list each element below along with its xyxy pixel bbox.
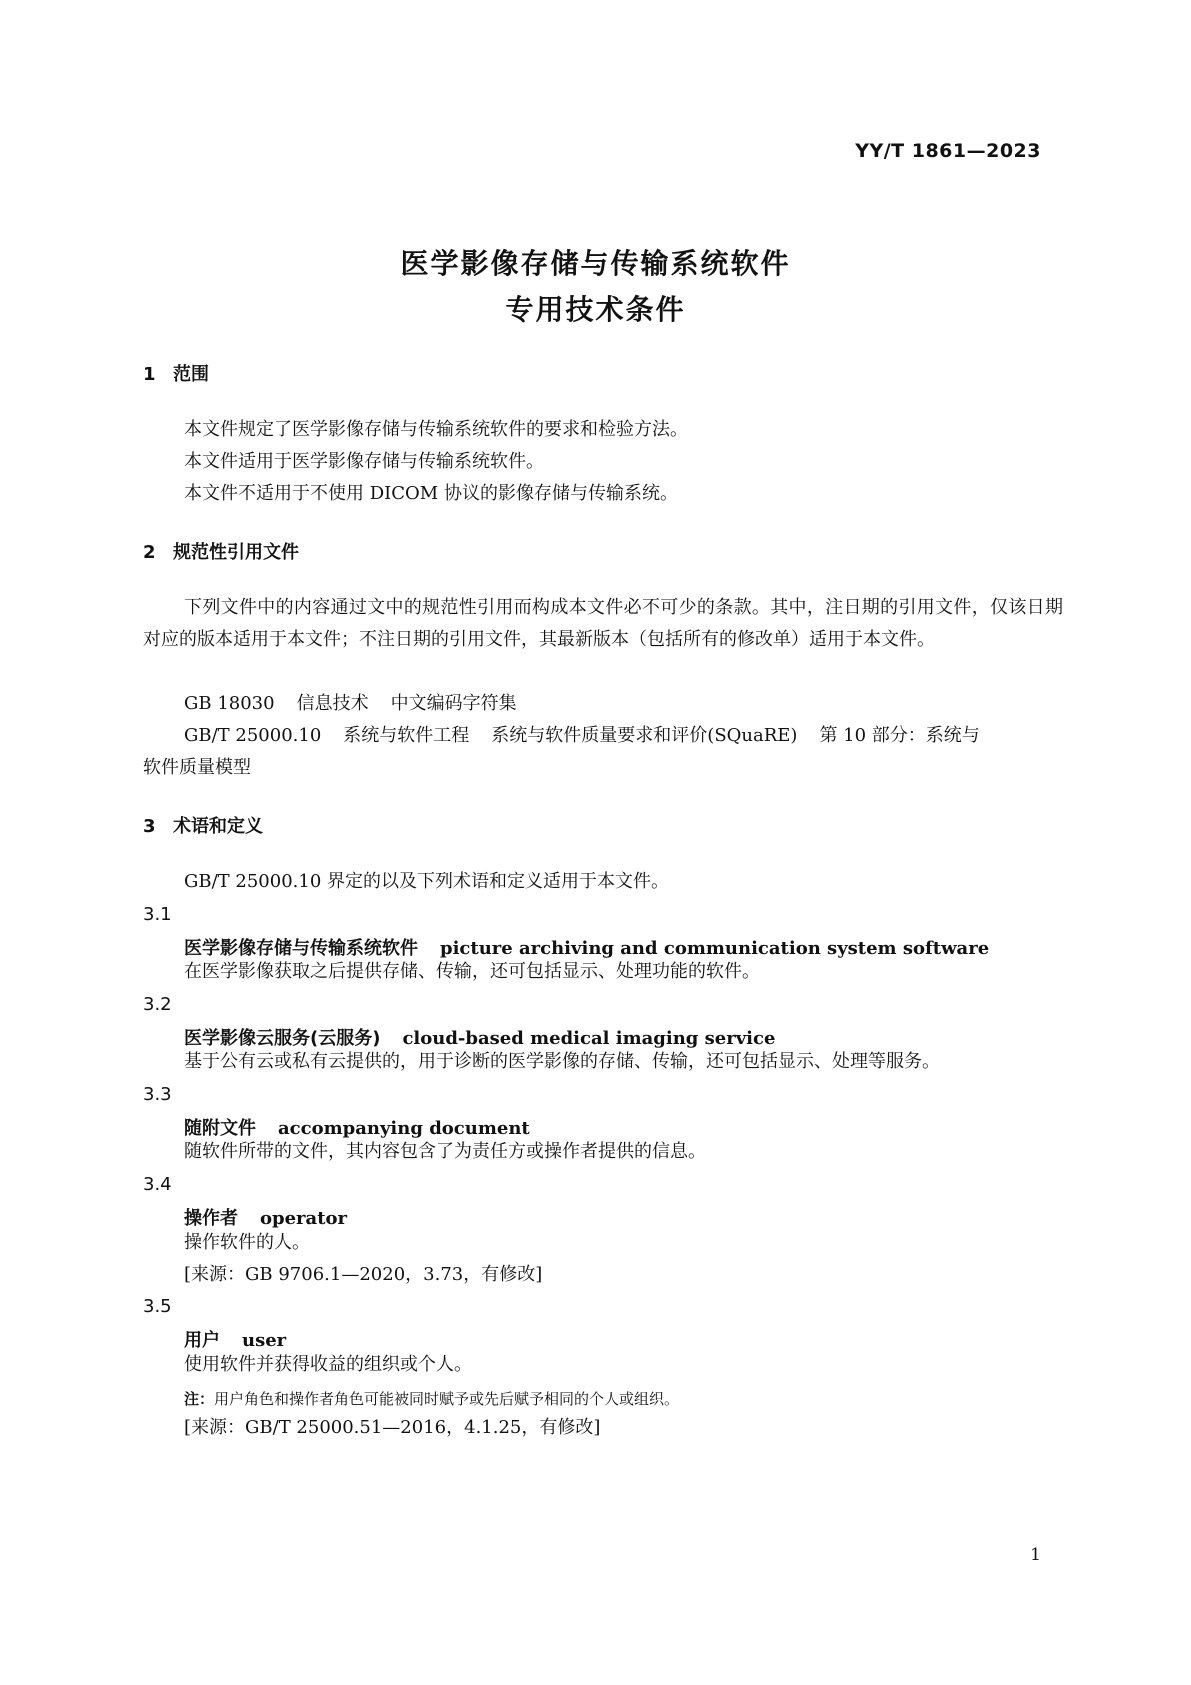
reference-item-1 xyxy=(184,688,517,720)
reference-code: GB/T 25000.10 xyxy=(184,725,322,746)
section-title: 范围 xyxy=(173,364,209,385)
term-english: operator xyxy=(260,1208,347,1229)
term-chinese: 用户 xyxy=(184,1330,220,1351)
section-number: 3 xyxy=(143,816,156,837)
note-label: 注： xyxy=(184,1390,215,1408)
section-heading-normative-references xyxy=(143,538,299,564)
reference-title-part: 中文编码字符集 xyxy=(390,693,517,714)
scope-paragraph-2: 本文件适用于医学影像存储与传输系统软件。 xyxy=(184,451,544,472)
term-definition: 操作软件的人。 xyxy=(184,1232,310,1253)
term-chinese: 医学影像存储与传输系统软件 xyxy=(184,938,418,959)
term-definition: 在医学影像获取之后提供存储、传输，还可包括显示、处理功能的软件。 xyxy=(184,961,760,982)
document-title-line1: 医学影像存储与传输系统软件 xyxy=(400,247,791,280)
reference-title-part: 系统与软件工程 xyxy=(343,725,470,746)
term-english: cloud-based medical imaging service xyxy=(402,1028,776,1049)
term-chinese: 随附文件 xyxy=(184,1118,256,1139)
reference-code: GB 18030 xyxy=(184,693,275,714)
reference-title-part: 第 10 部分：系统与 xyxy=(819,725,980,746)
document-title-line2: 专用技术条件 xyxy=(505,293,686,326)
terms-intro: GB/T 25000.10 界定的以及下列术语和定义适用于本文件。 xyxy=(184,871,670,892)
term-english: user xyxy=(242,1330,287,1351)
term-source: [来源：GB 9706.1—2020，3.73，有修改] xyxy=(184,1264,543,1285)
term-number: 3.2 xyxy=(143,994,172,1015)
term-chinese: 操作者 xyxy=(184,1208,238,1229)
section-heading-scope xyxy=(143,360,209,386)
term-definition: 随软件所带的文件，其内容包含了为责任方或操作者提供的信息。 xyxy=(184,1141,706,1162)
term-number: 3.4 xyxy=(143,1174,172,1195)
term-english: accompanying document xyxy=(278,1118,530,1139)
document-number: YY/T 1861—2023 xyxy=(855,140,1041,162)
section-title: 规范性引用文件 xyxy=(173,542,299,563)
reference-item-2 xyxy=(184,720,980,752)
term-number: 3.5 xyxy=(143,1296,172,1317)
reference-title-part: 信息技术 xyxy=(296,693,369,714)
term-number: 3.1 xyxy=(143,904,172,925)
term-number: 3.3 xyxy=(143,1084,172,1105)
term-note xyxy=(184,1388,679,1409)
term-definition: 使用软件并获得收益的组织或个人。 xyxy=(184,1354,472,1375)
reference-item-2-continued: 软件质量模型 xyxy=(143,757,251,778)
term-english: picture archiving and communication system software xyxy=(440,938,990,959)
section-number: 2 xyxy=(143,542,156,563)
section-number: 1 xyxy=(143,364,156,385)
note-text: 用户角色和操作者角色可能被同时赋予或先后赋予相同的个人或组织。 xyxy=(214,1390,680,1408)
term-chinese: 医学影像云服务(云服务) xyxy=(184,1028,381,1049)
section-heading-terms-and-definitions xyxy=(143,812,263,838)
references-intro: 下列文件中的内容通过文中的规范性引用而构成本文件必不可少的条款。其中，注日期的引用文件，仅该日期对应的版本适用于本文件；不注日期的引用文件，其最新版本（包括所有的修改单）适用于本文件。 xyxy=(143,597,1063,650)
section-title: 术语和定义 xyxy=(173,816,263,837)
term-source: [来源：GB/T 25000.51—2016，4.1.25，有修改] xyxy=(184,1417,601,1438)
term-definition: 基于公有云或私有云提供的，用于诊断的医学影像的存储、传输，还可包括显示、处理等服务。 xyxy=(184,1051,940,1072)
scope-paragraph-1: 本文件规定了医学影像存储与传输系统软件的要求和检验方法。 xyxy=(184,419,688,440)
reference-title-part: 系统与软件质量要求和评价(SQuaRE) xyxy=(491,725,798,746)
scope-paragraph-3: 本文件不适用于不使用 DICOM 协议的影像存储与传输系统。 xyxy=(184,483,678,504)
page-number: 1 xyxy=(1030,1545,1041,1565)
